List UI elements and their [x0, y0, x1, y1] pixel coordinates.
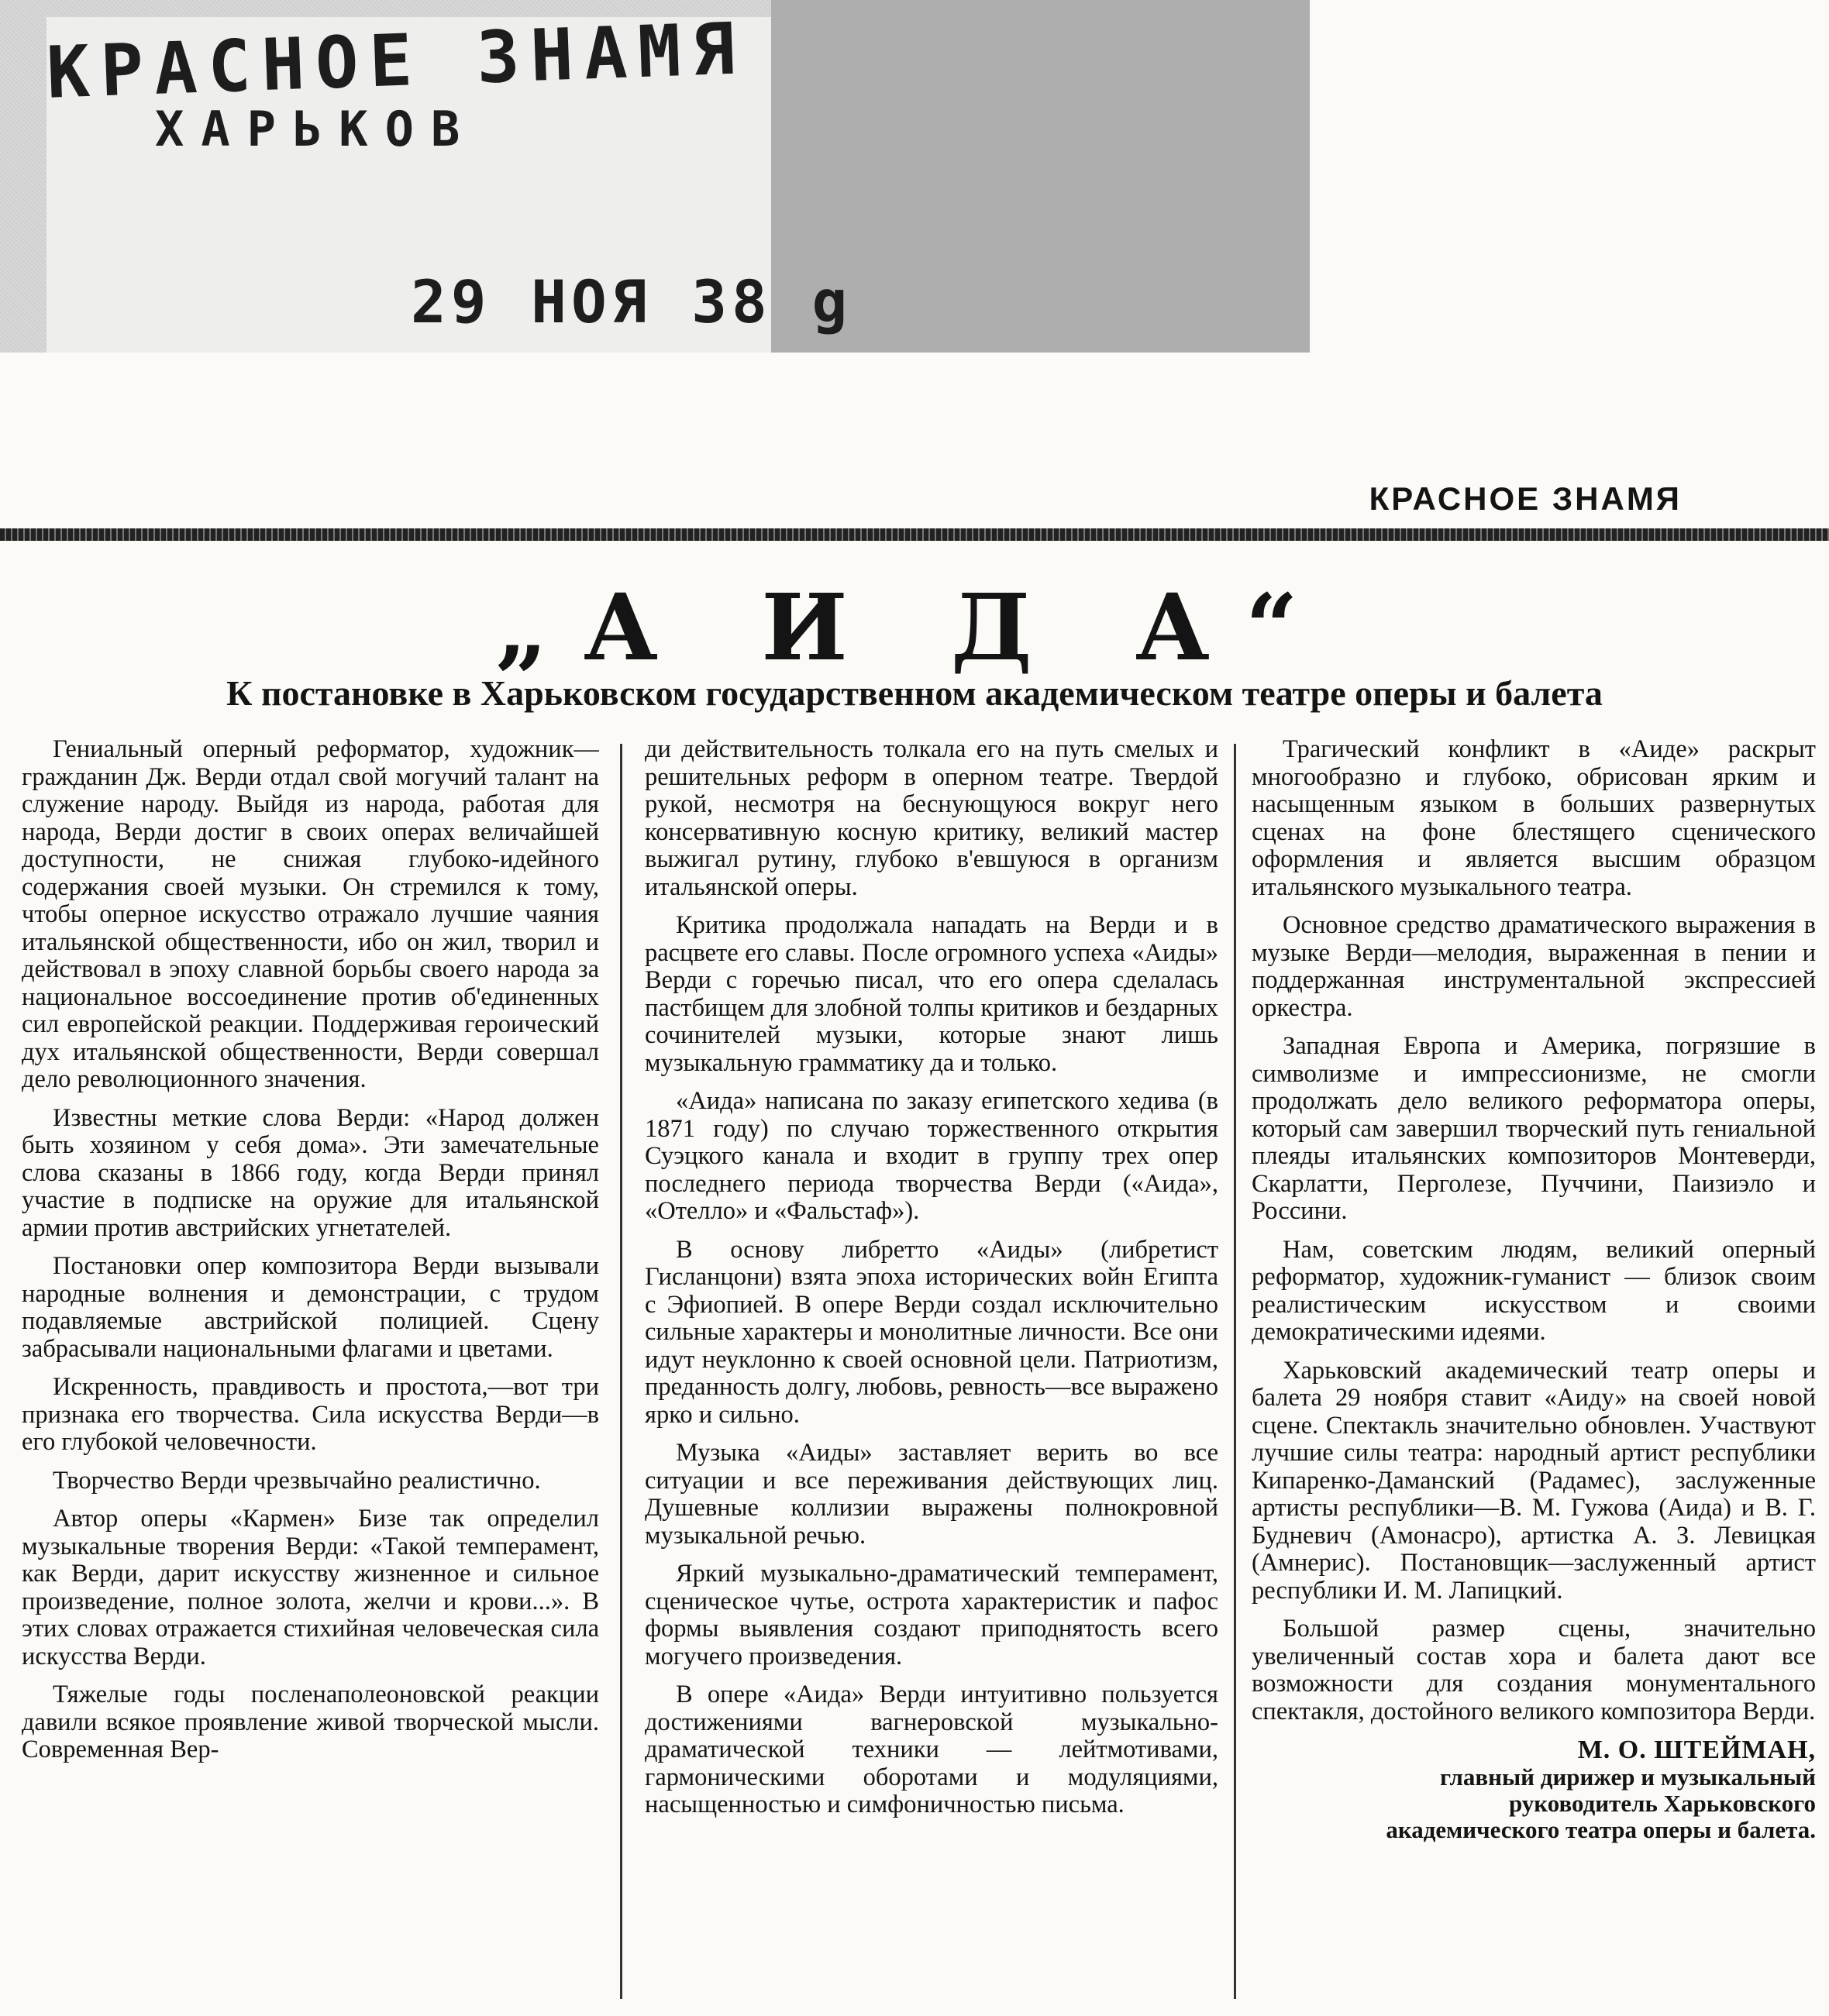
col3-paragraph: Западная Европа и Америка, погрязшие в символизме и импрессионизме, не смогли продолжать дело великого реформатора оперы, который сам завершил творческий путь гениальной плеяды итальянских композиторов Монтеверди, Скарлатти, Перголезе, Пуччини, Паизиэло и Россини.	[1252, 1032, 1816, 1225]
col2-paragraph: В основу либретто «Аиды» (либретист Гисланцони) взята эпоха исторических войн Египта с Эфиопией. В опере Верди создал исключительно сильные характеры и монолитные личности. Все они идут неуклонно к своей основной цели. Патриотизм, преданность долгу, любовь, ревность—все выражено ярко и сильно.	[645, 1235, 1218, 1429]
masthead-rule	[0, 528, 1829, 541]
newspaper-masthead: КРАСНОЕ ЗНАМЯ	[1369, 480, 1682, 517]
stamp-date: 29 НОЯ 38 g	[411, 267, 852, 336]
stamp-city: ХАРЬКОВ	[155, 101, 477, 157]
col3-paragraph: Харьковский академический театр оперы и балета 29 ноября ставит «Аиду» на своей новой сцене. Спектакль значительно обновлен. Участвуют лучшие силы театра: народный артист республики Кипаренко-Даманский (Радамес), заслуженные артисты республики—В. М. Гужова (Аида) и В. Г. Будневич (Амонасро), артистка А. З. Левицкая (Амнерис). Постановщик—заслуженный артист республики И. М. Лапицкий.	[1252, 1356, 1816, 1605]
article-column-3	[1252, 736, 1816, 2014]
col2-paragraph: ди действительность толкала его на путь смелых и решительных реформ в оперном театре. Твердой рукой, несмотря на беснующуюся вокруг него консервативную косную критику, великий мастер выжигал рутину, глубоко в'евшуюся в организм итальянской оперы.	[645, 736, 1218, 901]
archive-stamp-strip	[0, 0, 1310, 353]
col2-paragraph: «Аида» написана по заказу египетского хедива (в 1871 году) по случаю торжественного открытия Суэцкого канала и входит в группу трех опер последнего периода творчества Верди («Аида», «Отелло» и «Фальстаф»).	[645, 1087, 1218, 1225]
col3-paragraph: Нам, советским людям, великий оперный реформатор, художник-гуманист — близок своим реалистическим искусством и своими демократическими идеями.	[1252, 1235, 1816, 1346]
col1-paragraph: Искренность, правдивость и простота,—вот три признака его творчества. Сила искусства Верди—в его глубокой человечности.	[22, 1373, 599, 1456]
col2-paragraph: Яркий музыкально-драматический темперамент, сценическое чутье, острота характеристик и пафос формы выявления создают приподнятость всего могучего произведения.	[645, 1560, 1218, 1670]
col1-paragraph: Творчество Верди чрезвычайно реалистично.	[53, 1466, 541, 1495]
article-headline: „А И Д А“	[495, 573, 1334, 681]
article-column-1	[22, 736, 599, 2014]
col2-paragraph: В опере «Аида» Верди интуитивно пользуется достижениями вагнеровской музыкально-драматической техники — лейтмотивами, гармоническими оборотами и модуляциями, насыщенностью и симфоничностью письма.	[645, 1681, 1218, 1818]
col3-paragraph: Основное средство драматического выражения в музыке Верди—мелодия, выраженная в пении и поддержанная инструментальной экспрессией оркестра.	[1252, 911, 1816, 1022]
col3-paragraph: Трагический конфликт в «Аиде» раскрыт многообразно и глубоко, обрисован ярким и насыщенным языком в больших развернутых сценах на фоне блестящего сценического оформления и является высшим образцом итальянского музыкального театра.	[1252, 736, 1816, 901]
stamp-newspaper: КРАСНОЕ ЗНАМЯ	[45, 7, 747, 115]
col1-paragraph: Гениальный оперный реформатор, художник—гражданин Дж. Верди отдал свой могучий талант на служение народу. Выйдя из народа, работая для народа, Верди достиг в своих операх величайшей доступности, не снижая глубоко-идейного содержания своей музыки. Он стремился к тому, чтобы оперное искусство отражало лучшие чаяния итальянской общественности, ибо он жил, творил и действовал в эпоху славной борьбы своего народа за национальное воссоединение против об'единенных сил европейской реакции. Поддерживая героический дух итальянской общественности, Верди совершал дело революционного значения.	[22, 736, 599, 1093]
col1-paragraph: Известны меткие слова Верди: «Народ должен быть хозяином у себя дома». Эти замечательные слова сказаны в 1866 году, когда Верди принял участие в подписке на оружие для итальянской армии против австрийских угнетателей.	[22, 1103, 599, 1242]
col1-paragraph: Тяжелые годы посленаполеоновской реакции давили всякое проявление живой творческой мысли. Современная Вер-	[22, 1681, 599, 1763]
column-divider-1	[620, 744, 622, 1999]
col2-paragraph: Музыка «Аиды» заставляет верить во все ситуации и все переживания действующих лиц. Душевные коллизии выражены полнокровной музыкальной речью.	[645, 1439, 1218, 1550]
article-column-2	[645, 736, 1218, 2014]
col2-paragraph: Критика продолжала нападать на Верди и в расцвете его славы. После огромного успеха «Аиды» Верди с горечью писал, что его опера сделалась пастбищем для злобной толпы критиков и бездарных сочинителей музыки, которые знают лишь музыкальную грамматику да и только.	[645, 911, 1218, 1077]
col1-paragraph: Автор оперы «Кармен» Бизе так определил музыкальные творения Верди: «Такой темперамент, как Верди, дарит искусству жизненное и сильное произведение, полное золота, желчи и крови...». В этих словах отражается стихийная человеческая сила искусства Верди.	[22, 1505, 599, 1670]
col3-paragraph: Большой размер сцены, значительно увеличенный состав хора и балета дают все возможности для создания монументального спектакля, достойного великого композитора Верди.	[1252, 1615, 1816, 1725]
author-name: М. О. ШТЕЙМАН,	[1577, 1736, 1816, 1764]
column-divider-2	[1234, 744, 1236, 1999]
author-role: главный дирижер и музыкальный руководитель Харьковского академического театра оперы и балета.	[1386, 1763, 1816, 1843]
col1-paragraph: Постановки опер композитора Верди вызывали народные волнения и демонстрации, с трудом подавляемые австрийской полицией. Сцену забрасывали национальными флагами и цветами.	[22, 1252, 599, 1363]
article-subtitle: К постановке в Харьковском государственном академическом театре оперы и балета	[226, 673, 1603, 713]
